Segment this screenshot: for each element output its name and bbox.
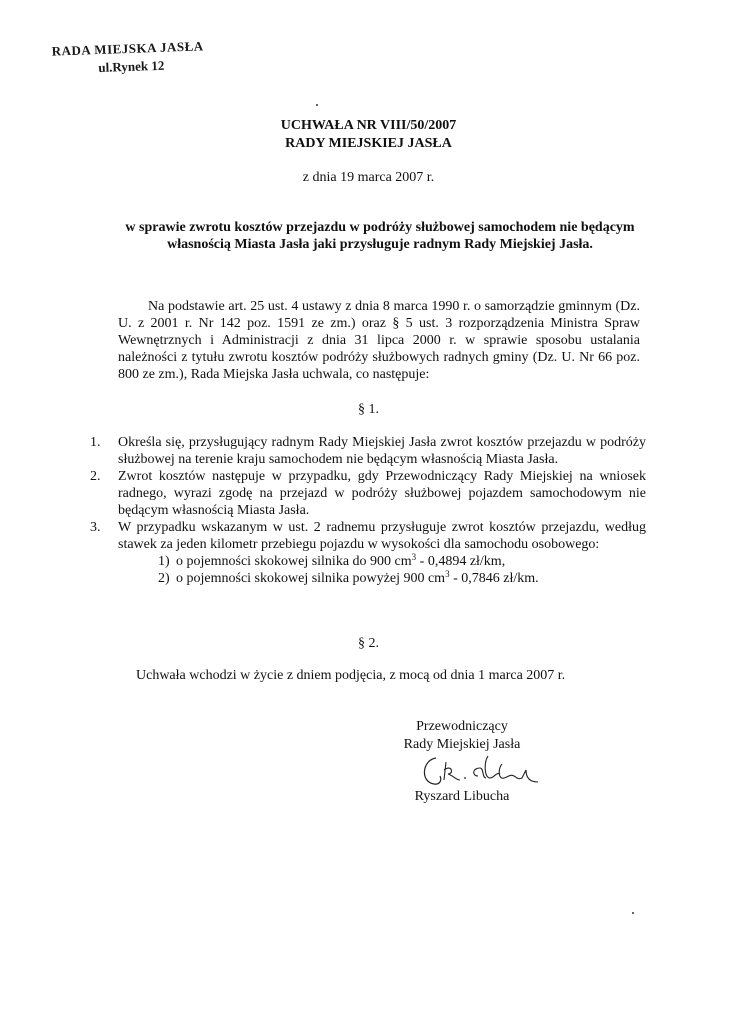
list-item bbox=[90, 434, 646, 468]
signatory-body: Rady Miejskiej Jasła bbox=[403, 737, 521, 752]
scan-speck bbox=[632, 912, 634, 914]
list-item-number: 1. bbox=[90, 435, 101, 450]
council-stamp bbox=[51, 37, 204, 78]
signatory-name: Ryszard Libucha bbox=[414, 789, 510, 804]
list-item-number: 3. bbox=[90, 520, 101, 535]
list-item bbox=[90, 468, 646, 519]
list-item-number: 2. bbox=[90, 469, 101, 484]
rate-item bbox=[158, 553, 646, 570]
list-item-text: Zwrot kosztów następuje w przypadku, gdy Przewodniczący Rady Miejskiej na wniosek radnego, wyrazi zgodę na przejazd w podróży służbowej pojazdem samochodowym nie będącym własnością Miasta Jasła. bbox=[118, 469, 646, 518]
resolution-title: UCHWAŁA NR VIII/50/2007 bbox=[280, 118, 457, 133]
rate-item-text: o pojemności skokowej silnika do 900 cm bbox=[176, 554, 412, 569]
resolution-subject: w sprawie zwrotu kosztów przejazdu w podróży służbowej samochodem nie będącym własnością Miasta Jasła jaki przysługuje radnym Rady Miejskiej Jasła. bbox=[125, 220, 635, 252]
rate-item-number: 1) bbox=[158, 554, 170, 569]
list-item-text: W przypadku wskazanym w ust. 2 radnemu przysługuje zwrot kosztów przejazdu, według stawek za jeden kilometr przebiegu pojazdu w wysokości dla samochodu osobowego: bbox=[118, 520, 646, 552]
signatory-role: Przewodniczący bbox=[416, 719, 508, 734]
stamp-line-2: ul.Rynek 12 bbox=[98, 57, 165, 76]
rate-item-value: - 0,4894 zł/km, bbox=[416, 554, 506, 569]
handwritten-signature bbox=[418, 752, 548, 792]
rate-item bbox=[158, 570, 646, 587]
section-1-list bbox=[90, 434, 646, 587]
section-1-heading: § 1. bbox=[358, 402, 379, 417]
scan-speck bbox=[316, 104, 318, 106]
unit-superscript: 3 bbox=[411, 552, 417, 562]
section-2-heading: § 2. bbox=[358, 636, 379, 651]
list-item-text: Określa się, przysługujący radnym Rady Miejskiej Jasła zwrot kosztów przejazdu w podróży służbowej na terenie kraju samochodem nie będącym własnością Miasta Jasła. bbox=[118, 435, 646, 467]
rate-item-value: - 0,7846 zł/km. bbox=[449, 571, 539, 586]
section-2-text: Uchwała wchodzi w życie z dniem podjęcia, z mocą od dnia 1 marca 2007 r. bbox=[136, 668, 566, 683]
rate-item-text: o pojemności skokowej silnika powyżej 900 cm bbox=[176, 571, 446, 586]
unit-superscript: 3 bbox=[445, 569, 450, 579]
resolution-issuer: RADY MIEJSKIEJ JASŁA bbox=[285, 136, 452, 151]
rate-item-number: 2) bbox=[158, 571, 170, 586]
resolution-date: z dnia 19 marca 2007 r. bbox=[302, 170, 435, 185]
stamp-line-1: RADA MIEJSKA JASŁA bbox=[51, 38, 204, 59]
rate-list bbox=[90, 553, 646, 587]
preamble bbox=[118, 298, 640, 383]
list-item bbox=[90, 519, 646, 553]
preamble-text: Na podstawie art. 25 ust. 4 ustawy z dnia 8 marca 1990 r. o samorządzie gminnym (Dz. U. z 2001 r. Nr 142 poz. 1591 ze zm.) oraz § 5 ust. 3 rozporządzenia Ministra Spraw Wewnętrznych i Administracji z dnia 31 lipca 2000 r. w sprawie sposobu ustalania należności z tytułu zwrotu kosztów podróży służbowych radnych gminy (Dz. U. Nr 66 poz. 800 ze zm.), Rada Miejska Jasła uchwala, co następuje: bbox=[118, 299, 640, 382]
